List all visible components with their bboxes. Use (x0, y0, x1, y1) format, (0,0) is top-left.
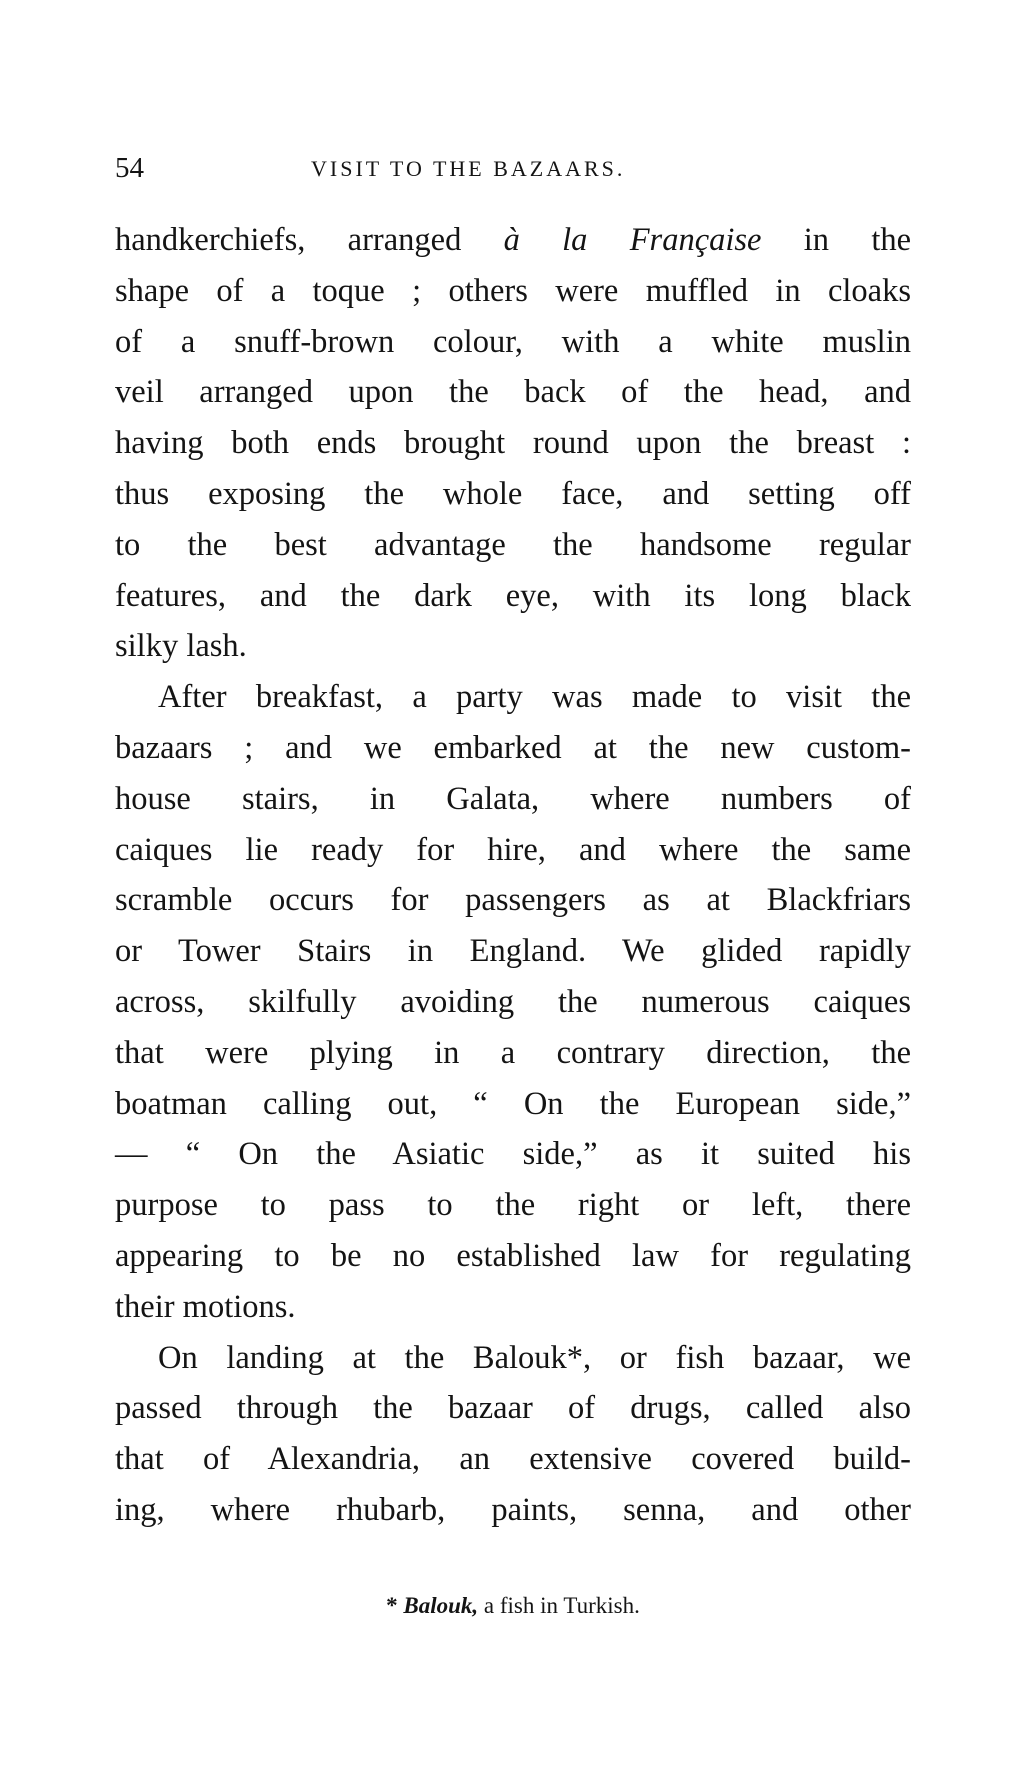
text-line: or Tower Stairs in England. We glided rapidly (115, 933, 911, 970)
body-text (115, 215, 911, 1536)
text-line: bazaars ; and we embarked at the new custom- (115, 729, 911, 766)
text-line: boatman calling out, “ On the European side,” (115, 1085, 911, 1122)
text-line: having both ends brought round upon the breast : (115, 425, 911, 462)
text-line: that were plying in a contrary direction, the (115, 1034, 911, 1071)
running-head-title: VISIT TO THE BAZAARS. (311, 156, 626, 181)
text-line: scramble occurs for passengers as at Blackfriars (115, 882, 911, 919)
text-line: — “ On the Asiatic side,” as it suited his (115, 1136, 911, 1173)
text-line: caiques lie ready for hire, and where the same (115, 831, 911, 868)
text-line: passed through the bazaar of drugs, called also (115, 1390, 911, 1427)
text-line: purpose to pass to the right or left, there (115, 1187, 911, 1224)
text-line: silky lash. (115, 628, 247, 665)
running-head (115, 148, 915, 188)
paragraph-first-line: After breakfast, a party was made to visit the (158, 679, 911, 716)
italic-phrase: à la Française (503, 222, 762, 258)
text-line: veil arranged upon the back of the head, and (115, 374, 911, 411)
text-line: handkerchiefs, arranged à la Française in the (115, 222, 912, 258)
text-line: across, skilfully avoiding the numerous caiques (115, 983, 911, 1020)
footnote (115, 1590, 911, 1622)
paragraph-first-line: On landing at the Balouk*, or fish bazaar, we (158, 1339, 911, 1376)
text-line: shape of a toque ; others were muffled in cloaks (115, 272, 911, 309)
text-line: thus exposing the whole face, and setting off (115, 475, 911, 512)
text-line: house stairs, in Galata, where numbers of (115, 780, 911, 817)
page-number: 54 (115, 152, 144, 184)
text-line: to the best advantage the handsome regular (115, 526, 911, 563)
footnote-mark: * (386, 1593, 398, 1618)
footnote-term: Balouk, (403, 1593, 479, 1618)
text-line: that of Alexandria, an extensive covered build- (115, 1441, 911, 1478)
text-line: ing, where rhubarb, paints, senna, and other (115, 1491, 911, 1528)
footnote-text: a fish in Turkish. (483, 1593, 640, 1618)
text-line: their motions. (115, 1288, 296, 1325)
text-line: appearing to be no established law for regulating (115, 1237, 911, 1274)
text-line: of a snuff-brown colour, with a white muslin (115, 323, 911, 360)
text-line: features, and the dark eye, with its long black (115, 577, 911, 614)
